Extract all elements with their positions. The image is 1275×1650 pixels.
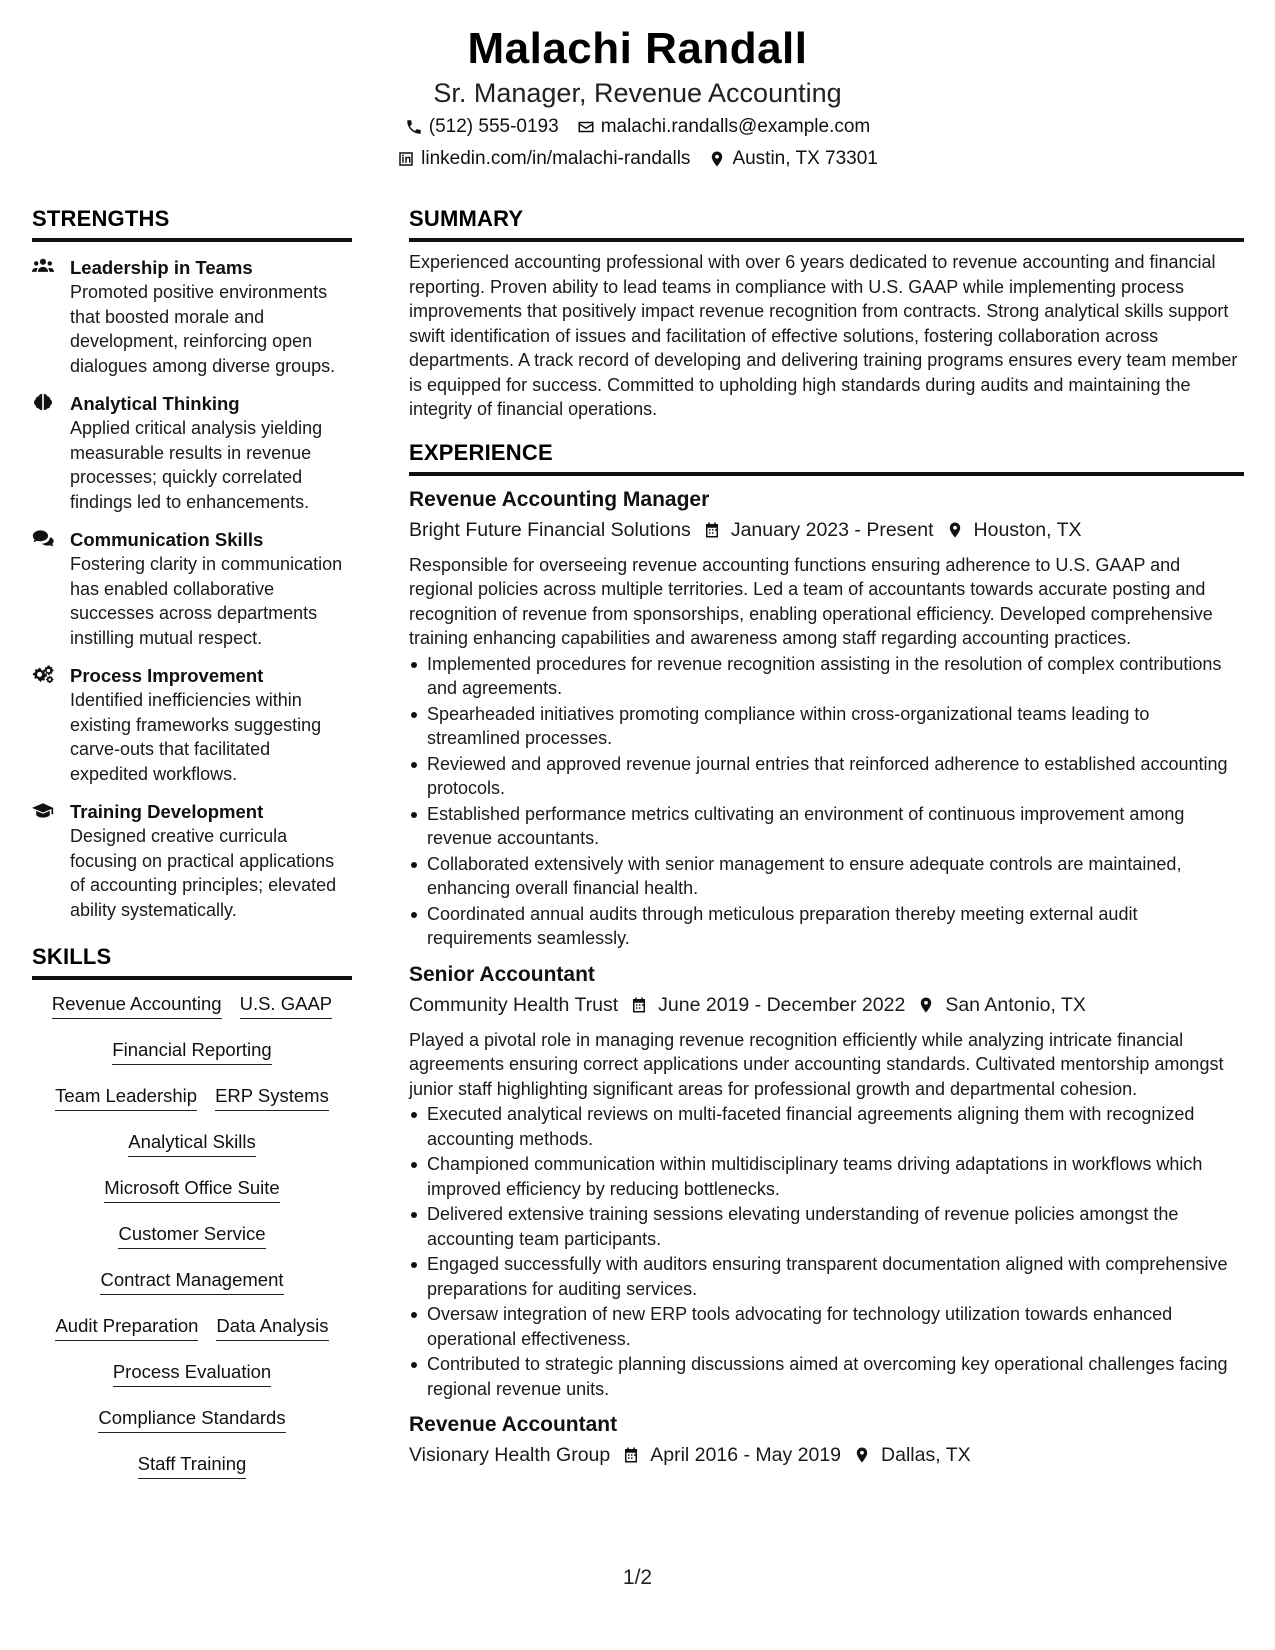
skill-row: [32, 1268, 352, 1295]
job-meta: [409, 515, 1244, 545]
job-entry: [409, 961, 1244, 1402]
candidate-name: Malachi Randall: [467, 24, 808, 73]
job-dates: [703, 515, 934, 545]
location-text: Austin, TX 73301: [732, 148, 878, 169]
experience-heading: EXPERIENCE: [409, 440, 1244, 476]
resume-header: [0, 22, 1275, 174]
phone-text: (512) 555-0193: [428, 116, 559, 137]
bullet-item: Reviewed and approved revenue journal entries that reinforced adherence to established accounting protocols.: [409, 752, 1244, 801]
strength-title: Communication Skills: [70, 529, 264, 550]
map-pin-icon: [853, 1446, 871, 1464]
brain-icon: [32, 391, 56, 514]
skill-tag: Microsoft Office Suite: [104, 1176, 279, 1203]
graduation-cap-icon: [32, 799, 56, 922]
job-dates: [622, 1440, 841, 1470]
job-bullets: [409, 1102, 1244, 1401]
summary-text: Experienced accounting professional with over 6 years dedicated to revenue accounting and financial reporting. Proven ability to lead teams in compliance with U.S. GAAP while implementing process improvements that positively impact revenue recognition from contracts. Strong analytical skills support swift identification of issues and facilitation of effective solutions, fostering collaboration across departments. A track record of developing and delivering training programs ensures every team member is equipped for success. Committed to upholding high standards during audits and maintaining the integrity of financial operations.: [409, 252, 1238, 419]
map-pin-icon: [917, 996, 935, 1014]
email-text[interactable]: malachi.randalls@example.com: [600, 116, 871, 137]
company-name: Bright Future Financial Solutions: [409, 518, 691, 541]
job-dates-text: June 2019 - December 2022: [658, 993, 906, 1016]
strength-desc: Identified inefficiencies within existing frameworks suggesting carve-outs that facilitated expedited workflows.: [70, 690, 322, 784]
skill-tag: Team Leadership: [55, 1084, 197, 1111]
skill-row: [32, 1314, 352, 1341]
bullet-item: Championed communication within multidisciplinary teams driving adaptations in workflows which improved efficiency by reducing bottlenecks.: [409, 1152, 1244, 1201]
job-location: [946, 515, 1082, 545]
skill-tag: Compliance Standards: [98, 1406, 285, 1433]
job-title: Revenue Accounting Manager: [409, 487, 710, 511]
strength-desc: Designed creative curricula focusing on practical applications of accounting principles; elevated ability systematically.: [70, 826, 337, 920]
job-entry: [409, 486, 1244, 951]
skill-tag: Audit Preparation: [55, 1314, 198, 1341]
skill-row: [32, 1130, 352, 1157]
skill-tag: Process Evaluation: [113, 1360, 271, 1387]
company-name: Community Health Trust: [409, 993, 619, 1016]
gears-icon: [32, 663, 56, 786]
map-pin-icon: [946, 521, 964, 539]
users-icon: [32, 255, 56, 378]
linkedin-contact[interactable]: [397, 144, 690, 174]
strength-desc: Promoted positive environments that boosted morale and development, reinforcing open dialogues among diverse groups.: [70, 282, 336, 376]
phone-contact: [405, 112, 559, 142]
job-location: [853, 1440, 971, 1470]
skill-row: [32, 1222, 352, 1249]
summary-heading: SUMMARY: [409, 206, 1244, 242]
bullet-item: Contributed to strategic planning discussions aimed at overcoming key operational challenges facing regional revenue units.: [409, 1352, 1244, 1401]
skill-row: [32, 1038, 352, 1065]
skill-row: [32, 1084, 352, 1111]
skill-tag: U.S. GAAP: [240, 992, 333, 1019]
skill-row: [32, 1452, 352, 1479]
strengths-heading: STRENGTHS: [32, 206, 352, 242]
calendar-icon: [630, 996, 648, 1014]
strength-item: [32, 663, 352, 786]
job-description: Played a pivotal role in managing revenue recognition efficiently while analyzing intricate financial agreements ensuring correct applications under accounting standards. Cultivated mentorship amongst junior staff highlighting significant areas for professional growth and departmental cohesion.: [409, 1029, 1224, 1099]
skill-tag: Customer Service: [118, 1222, 265, 1249]
job-dates: [630, 990, 905, 1020]
job-location-text: Dallas, TX: [881, 1444, 971, 1466]
job-dates-text: April 2016 - May 2019: [650, 1444, 842, 1466]
skill-tag: Staff Training: [138, 1452, 247, 1479]
skill-tag: Analytical Skills: [128, 1130, 256, 1157]
strength-desc: Applied critical analysis yielding measurable results in revenue processes; quickly correlated findings led to enhancements.: [70, 418, 323, 512]
skill-row: [32, 1176, 352, 1203]
job-meta: [409, 990, 1244, 1020]
skill-row: [32, 1406, 352, 1433]
bullet-item: Engaged successfully with auditors ensuring transparent documentation aligned with comprehensive preparations for auditing services.: [409, 1252, 1244, 1301]
bullet-item: Spearheaded initiatives promoting compliance within cross-organizational teams leading to streamlined processes.: [409, 702, 1244, 751]
job-meta: [409, 1440, 1244, 1470]
job-title: Revenue Accountant: [409, 1413, 618, 1436]
phone-icon: [405, 118, 423, 136]
bullet-item: Implemented procedures for revenue recognition assisting in the resolution of complex contributions and agreements.: [409, 652, 1244, 701]
skill-row: [32, 1360, 352, 1387]
skill-row: [32, 992, 352, 1019]
job-location: [917, 990, 1086, 1020]
bullet-item: Executed analytical reviews on multi-faceted financial agreements aligning them with recognized accounting methods.: [409, 1102, 1244, 1151]
job-description: Responsible for overseeing revenue accounting functions ensuring adherence to U.S. GAAP and regional policies across multiple territories. Led a team of accountants towards accurate posting and recognition of revenue from sponsorships, enabling operational efficiency. Developed comprehensive training enhancing capabilities and awareness among staff regarding accounting practices.: [409, 554, 1213, 648]
company-name: Visionary Health Group: [409, 1444, 611, 1466]
bullet-item: Collaborated extensively with senior management to ensure adequate controls are maintained, enhancing overall financial health.: [409, 852, 1244, 901]
job-title: Senior Accountant: [409, 962, 595, 986]
skill-tag: Contract Management: [100, 1268, 283, 1295]
skill-tag: ERP Systems: [215, 1084, 329, 1111]
job-location-text: Houston, TX: [973, 518, 1082, 541]
email-contact[interactable]: [577, 112, 871, 142]
contact-row-2: [0, 144, 1275, 174]
strength-title: Leadership in Teams: [70, 257, 253, 278]
job-bullets: [409, 652, 1244, 951]
job-location-text: San Antonio, TX: [945, 993, 1086, 1016]
calendar-icon: [622, 1446, 640, 1464]
strength-title: Training Development: [70, 801, 264, 822]
strength-title: Process Improvement: [70, 665, 264, 686]
calendar-icon: [703, 521, 721, 539]
job-entry: [409, 1411, 1244, 1470]
bullet-item: Coordinated annual audits through meticulous preparation thereby meeting external audit requirements seamlessly.: [409, 902, 1244, 951]
map-pin-icon: [708, 150, 726, 168]
location-contact: [708, 144, 877, 174]
envelope-icon: [577, 118, 595, 136]
strength-desc: Fostering clarity in communication has enabled collaborative successes across departments instilling mutual respect.: [70, 554, 343, 648]
contact-row-1: [0, 112, 1275, 142]
linkedin-icon: [397, 150, 415, 168]
linkedin-text[interactable]: linkedin.com/in/malachi-randalls: [421, 148, 691, 169]
strength-item: [32, 255, 352, 378]
page-number: 1/2: [622, 1566, 653, 1589]
strength-item: [32, 527, 352, 650]
strength-item: [32, 799, 352, 922]
skill-tag: Revenue Accounting: [52, 992, 222, 1019]
comments-icon: [32, 527, 56, 650]
strength-title: Analytical Thinking: [70, 393, 240, 414]
skill-tag: Data Analysis: [216, 1314, 328, 1341]
bullet-item: Established performance metrics cultivating an environment of continuous improvement among revenue accountants.: [409, 802, 1244, 851]
skills-heading: SKILLS: [32, 944, 352, 980]
skills-list: [32, 992, 352, 1479]
bullet-item: Oversaw integration of new ERP tools advocating for technology utilization towards enhanced operational effectiveness.: [409, 1302, 1244, 1351]
right-column: [409, 206, 1244, 1470]
left-column: [32, 206, 352, 1498]
bullet-item: Delivered extensive training sessions elevating understanding of revenue policies amongst the accounting team participants.: [409, 1202, 1244, 1251]
strength-item: [32, 391, 352, 514]
candidate-title: Sr. Manager, Revenue Accounting: [433, 78, 842, 108]
skill-tag: Financial Reporting: [112, 1038, 271, 1065]
job-dates-text: January 2023 - Present: [730, 518, 934, 541]
